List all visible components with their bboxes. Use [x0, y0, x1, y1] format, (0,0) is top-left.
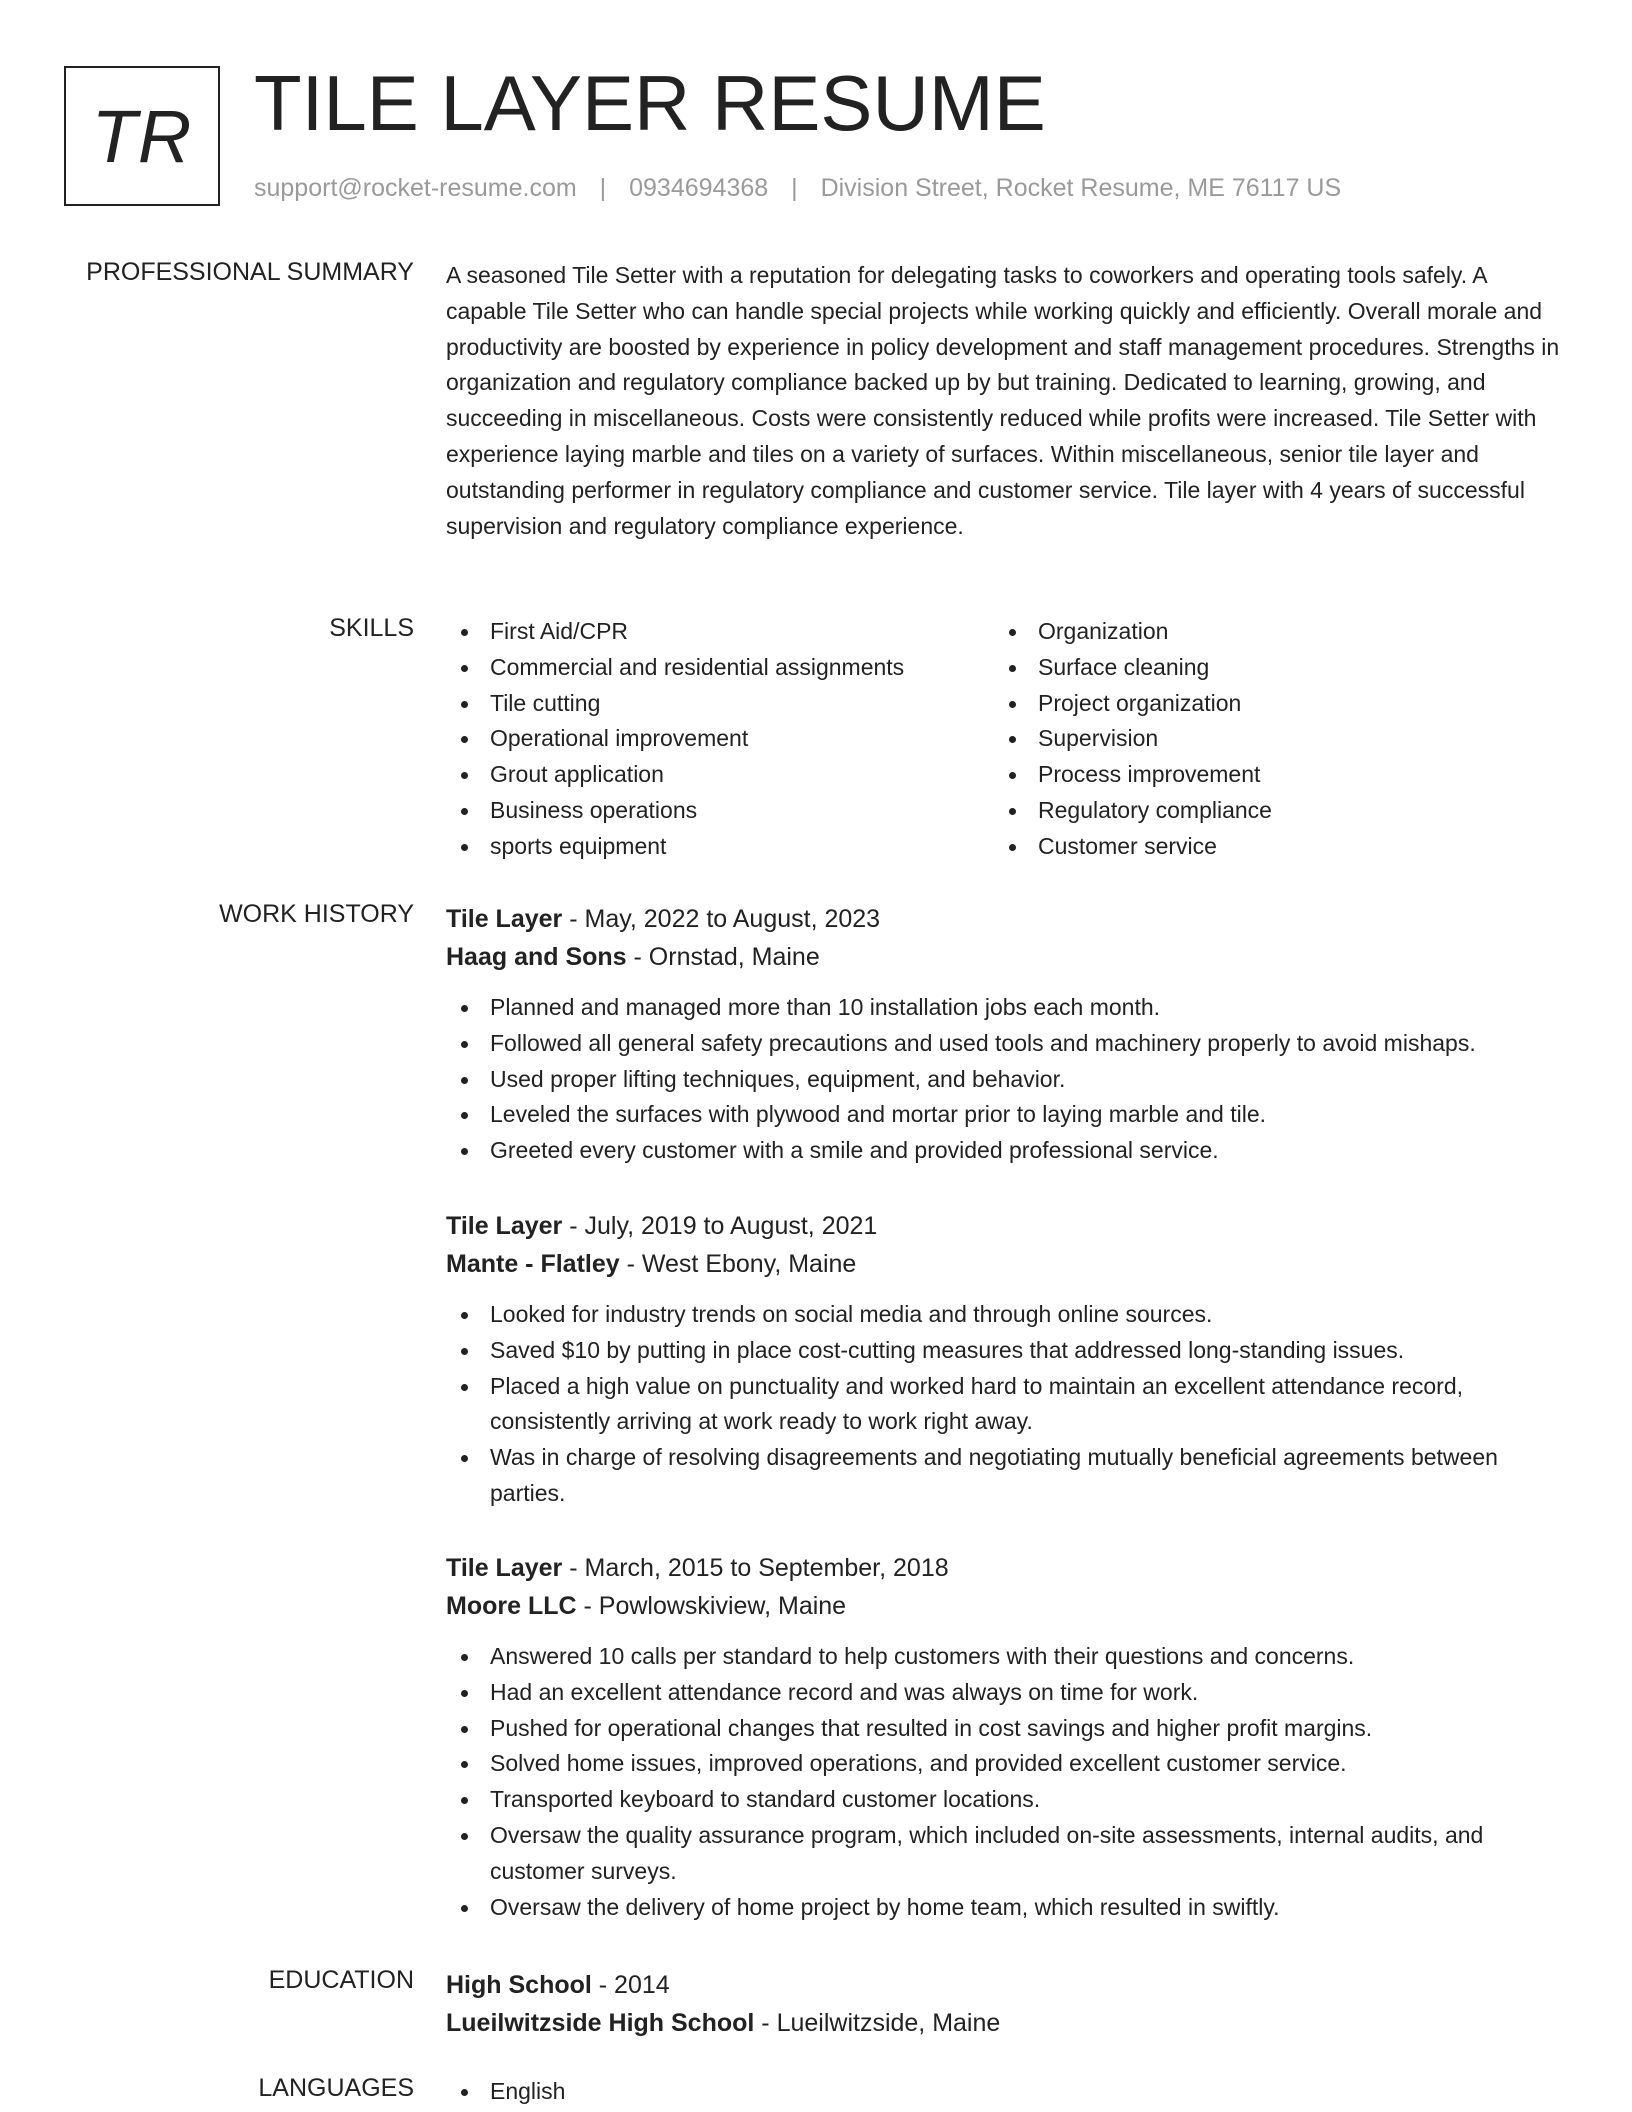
job-company: Moore LLC	[446, 1592, 577, 1620]
job-dates: - May, 2022 to August, 2023	[562, 905, 881, 933]
education-school: Lueilwitzside High School	[446, 2009, 755, 2037]
contact-line	[254, 174, 1341, 203]
education-location: - Lueilwitzside, Maine	[754, 2009, 1001, 2037]
skill-item: sports equipment	[446, 829, 994, 865]
job-bullets	[446, 1297, 1566, 1512]
job-bullets	[446, 990, 1566, 1169]
work-label: WORK HISTORY	[219, 900, 414, 928]
languages-body	[446, 2074, 1566, 2110]
job-dates: - July, 2019 to August, 2021	[562, 1212, 878, 1240]
job-location: - Ornstad, Maine	[626, 943, 820, 971]
summary-text: A seasoned Tile Setter with a reputation for delegating tasks to coworkers and operating tools safely. A capable Tile Setter who can handle special projects while working quickly and efficiently. Overall morale and productivity are boosted by experience in policy development and staff management procedures. Strengths in organization and regulatory compliance backed up by but training. Dedicated to learning, growing, and succeeding in miscellaneous. Costs were consistently reduced while profits were increased. Tile Setter with experience laying marble and tiles on a variety of surfaces. Within miscellaneous, senior tile layer and outstanding performer in regulatory compliance and customer service. Tile layer with 4 years of successful supervision and regulatory compliance experience.	[446, 262, 1560, 539]
skill-item: Grout application	[446, 757, 994, 793]
job-title-line	[446, 1207, 1566, 1245]
language-item: English	[446, 2074, 1566, 2110]
job-company-line	[446, 1587, 1566, 1625]
job-entry	[446, 1549, 1566, 1925]
job-bullet: Leveled the surfaces with plywood and mortar prior to laying marble and tile.	[446, 1097, 1566, 1133]
job-bullet: Saved $10 by putting in place cost-cutting measures that addressed long-standing issues.	[446, 1333, 1566, 1369]
languages-label: LANGUAGES	[258, 2074, 414, 2102]
summary-body	[446, 258, 1566, 544]
skill-item: Operational improvement	[446, 721, 994, 757]
job-bullet: Used proper lifting techniques, equipment, and behavior.	[446, 1062, 1566, 1098]
job-location: - West Ebony, Maine	[619, 1250, 857, 1278]
job-location: - Powlowskiview, Maine	[576, 1592, 847, 1620]
job-bullet: Placed a high value on punctuality and worked hard to maintain an excellent attendance record, consistently arriving at work ready to work right away.	[446, 1369, 1566, 1441]
skills-list-left	[446, 614, 994, 865]
languages-list	[446, 2074, 1566, 2110]
skill-item: First Aid/CPR	[446, 614, 994, 650]
contact-address: Division Street, Rocket Resume, ME 76117 US	[820, 174, 1342, 202]
job-bullet: Answered 10 calls per standard to help customers with their questions and concerns.	[446, 1639, 1566, 1675]
job-company: Haag and Sons	[446, 943, 627, 971]
skill-item: Customer service	[994, 829, 1542, 865]
job-bullets	[446, 1639, 1566, 1925]
skills-grid	[446, 614, 1566, 865]
resume-title: TILE LAYER RESUME	[254, 59, 1046, 147]
education-year: - 2014	[591, 1971, 670, 1999]
job-bullet: Oversaw the delivery of home project by home team, which resulted in swiftly.	[446, 1890, 1566, 1926]
job-title: Tile Layer	[446, 905, 563, 933]
monogram-initials: TR	[91, 94, 193, 178]
job-bullet: Had an excellent attendance record and was always on time for work.	[446, 1675, 1566, 1711]
job-bullet: Planned and managed more than 10 installation jobs each month.	[446, 990, 1566, 1026]
job-company-line	[446, 938, 1566, 976]
work-body	[446, 900, 1566, 1920]
job-title-line	[446, 900, 1566, 938]
skills-list-right	[994, 614, 1542, 865]
contact-separator: |	[599, 174, 607, 202]
job-company: Mante - Flatley	[446, 1250, 620, 1278]
job-bullet: Greeted every customer with a smile and provided professional service.	[446, 1133, 1566, 1169]
skill-item: Tile cutting	[446, 686, 994, 722]
contact-separator: |	[791, 174, 798, 202]
skill-item: Project organization	[994, 686, 1542, 722]
education-school-line	[446, 2004, 1566, 2042]
skill-item: Organization	[994, 614, 1542, 650]
skill-item: Surface cleaning	[994, 650, 1542, 686]
summary-label: PROFESSIONAL SUMMARY	[86, 258, 414, 286]
job-title: Tile Layer	[446, 1554, 563, 1582]
job-bullet: Followed all general safety precautions and used tools and machinery properly to avoid mishaps.	[446, 1026, 1566, 1062]
skill-item: Regulatory compliance	[994, 793, 1542, 829]
skill-item: Commercial and residential assignments	[446, 650, 994, 686]
skill-item: Business operations	[446, 793, 994, 829]
job-bullet: Looked for industry trends on social media and through online sources.	[446, 1297, 1566, 1333]
education-degree-line	[446, 1966, 1566, 2004]
job-company-line	[446, 1245, 1566, 1283]
monogram-box	[64, 66, 220, 206]
contact-email: support@rocket-resume.com	[254, 174, 577, 202]
education-degree: High School	[446, 1971, 592, 1999]
job-dates: - March, 2015 to September, 2018	[562, 1554, 949, 1582]
skill-item: Supervision	[994, 721, 1542, 757]
skill-item: Process improvement	[994, 757, 1542, 793]
skills-label: SKILLS	[329, 614, 414, 642]
job-bullet: Was in charge of resolving disagreements and negotiating mutually beneficial agreements between parties.	[446, 1440, 1566, 1512]
education-body	[446, 1966, 1566, 2042]
job-bullet: Transported keyboard to standard customer locations.	[446, 1782, 1566, 1818]
job-bullet: Pushed for operational changes that resulted in cost savings and higher profit margins.	[446, 1711, 1566, 1747]
job-entry	[446, 1207, 1566, 1512]
job-title-line	[446, 1549, 1566, 1587]
education-label: EDUCATION	[268, 1966, 414, 1994]
job-bullet: Solved home issues, improved operations, and provided excellent customer service.	[446, 1746, 1566, 1782]
skills-body	[446, 614, 1566, 865]
job-title: Tile Layer	[446, 1212, 563, 1240]
job-bullet: Oversaw the quality assurance program, which included on-site assessments, internal audits, and customer surveys.	[446, 1818, 1566, 1890]
contact-phone: 0934694368	[629, 174, 769, 202]
job-entry	[446, 900, 1566, 1169]
